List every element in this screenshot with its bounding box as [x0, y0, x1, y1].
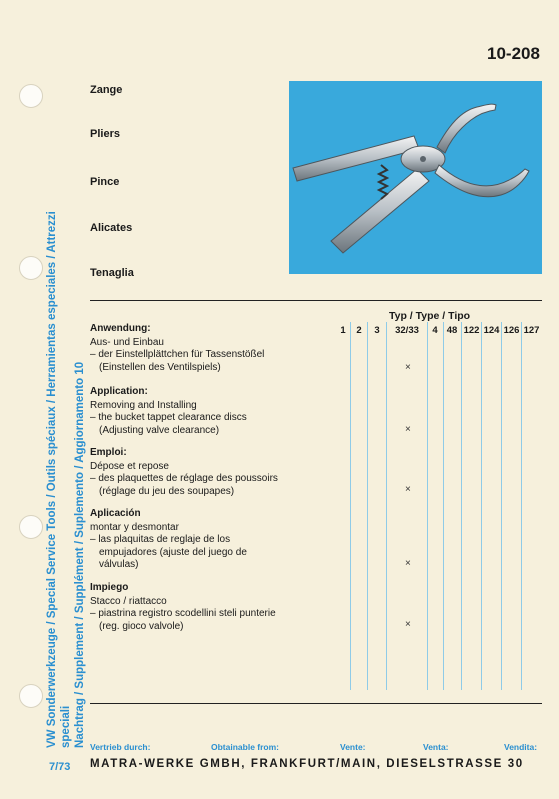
- section-heading: Emploi:: [90, 447, 127, 458]
- side-text-line-2: Nachtrag / Supplement / Supplément / Suplemento / Aggiornamento 10: [74, 361, 86, 748]
- type-mark: ×: [405, 362, 411, 373]
- column-line: [501, 322, 502, 690]
- issue-date: 7/73: [49, 761, 71, 773]
- tool-name-fr: Pince: [90, 176, 120, 188]
- section-line: Aus- und Einbau: [90, 336, 164, 348]
- section-fr: [90, 447, 335, 498]
- section-line: (reg. gioco valvole): [99, 620, 184, 632]
- section-line: Stacco / riattacco: [90, 595, 167, 607]
- section-es: [90, 508, 335, 572]
- section-line: (Einstellen des Ventilspiels): [99, 361, 221, 373]
- type-mark: ×: [405, 619, 411, 630]
- footer-label-de: Vertrieb durch:: [90, 742, 151, 752]
- type-column: 126: [503, 325, 520, 336]
- column-line: [521, 322, 522, 690]
- section-heading: Impiego: [90, 582, 129, 593]
- section-line: montar y desmontar: [90, 521, 179, 533]
- type-column: 122: [463, 325, 480, 336]
- company-address: MATRA-WERKE GMBH, FRANKFURT/MAIN, DIESELSTRASSE 30: [90, 758, 524, 770]
- section-line: Removing and Installing: [90, 399, 197, 411]
- tool-name-de: Zange: [90, 84, 123, 96]
- type-column: 3: [374, 325, 380, 336]
- section-line: (Adjusting valve clearance): [99, 424, 220, 436]
- section-line: empujadores (ajuste del juego de: [99, 546, 247, 558]
- footer-label-en: Obtainable from:: [211, 742, 280, 752]
- column-line: [481, 322, 482, 690]
- column-line: [427, 322, 428, 690]
- type-column: 124: [483, 325, 500, 336]
- type-column: 32/33: [395, 325, 419, 336]
- side-text: [45, 188, 87, 748]
- type-column: 1: [340, 325, 346, 336]
- section-heading: Application:: [90, 386, 148, 397]
- tool-name-en: Pliers: [90, 128, 120, 140]
- tool-name-es: Alicates: [90, 222, 133, 234]
- section-line: – las plaquitas de reglaje de los: [90, 534, 231, 545]
- column-line: [367, 322, 368, 690]
- divider-bottom: [90, 703, 542, 704]
- section-line: – the bucket tappet clearance discs: [90, 412, 247, 423]
- type-column: 127: [523, 325, 540, 336]
- section-heading: Aplicación: [90, 508, 141, 519]
- column-line: [461, 322, 462, 690]
- type-column: 48: [446, 325, 458, 336]
- footer-label-it: Vendita:: [504, 742, 538, 752]
- pliers-photo: [289, 81, 542, 274]
- type-mark: ×: [405, 484, 411, 495]
- section-line: – der Einstellplättchen für Tassenstößel: [90, 349, 265, 360]
- binder-hole: [19, 515, 43, 539]
- section-line: Dépose et repose: [90, 460, 169, 472]
- section-heading: Anwendung:: [90, 323, 151, 334]
- divider-top: [90, 300, 542, 301]
- tool-name-it: Tenaglia: [90, 267, 134, 279]
- section-en: [90, 386, 335, 437]
- binder-hole: [19, 84, 43, 108]
- binder-hole: [19, 684, 43, 708]
- section-line: válvulas): [99, 559, 139, 570]
- type-mark: ×: [405, 558, 411, 569]
- column-line: [386, 322, 387, 690]
- section-de: [90, 323, 335, 374]
- footer-label-es: Venta:: [423, 742, 449, 752]
- type-header: Typ / Type / Tipo: [389, 310, 471, 322]
- type-column: 4: [432, 325, 438, 336]
- section-line: – piastrina registro scodellini steli punterie: [90, 608, 276, 619]
- type-mark: ×: [405, 424, 411, 435]
- binder-hole: [19, 256, 43, 280]
- document-number: 10-208: [487, 44, 540, 63]
- section-line: (réglage du jeu des soupapes): [99, 485, 235, 497]
- type-column: 2: [356, 325, 362, 336]
- column-line: [350, 322, 351, 690]
- section-line: – des plaquettes de réglage des poussoirs: [90, 473, 278, 484]
- pliers-icon: [289, 81, 542, 274]
- side-text-line-1: VW Sonderwerkzeuge / Special Service Tools / Outils spéciaux / Herramientas especiales / Attrezzi speciali: [46, 211, 72, 748]
- column-line: [443, 322, 444, 690]
- footer-label-fr: Vente:: [340, 742, 366, 752]
- section-it: [90, 582, 335, 633]
